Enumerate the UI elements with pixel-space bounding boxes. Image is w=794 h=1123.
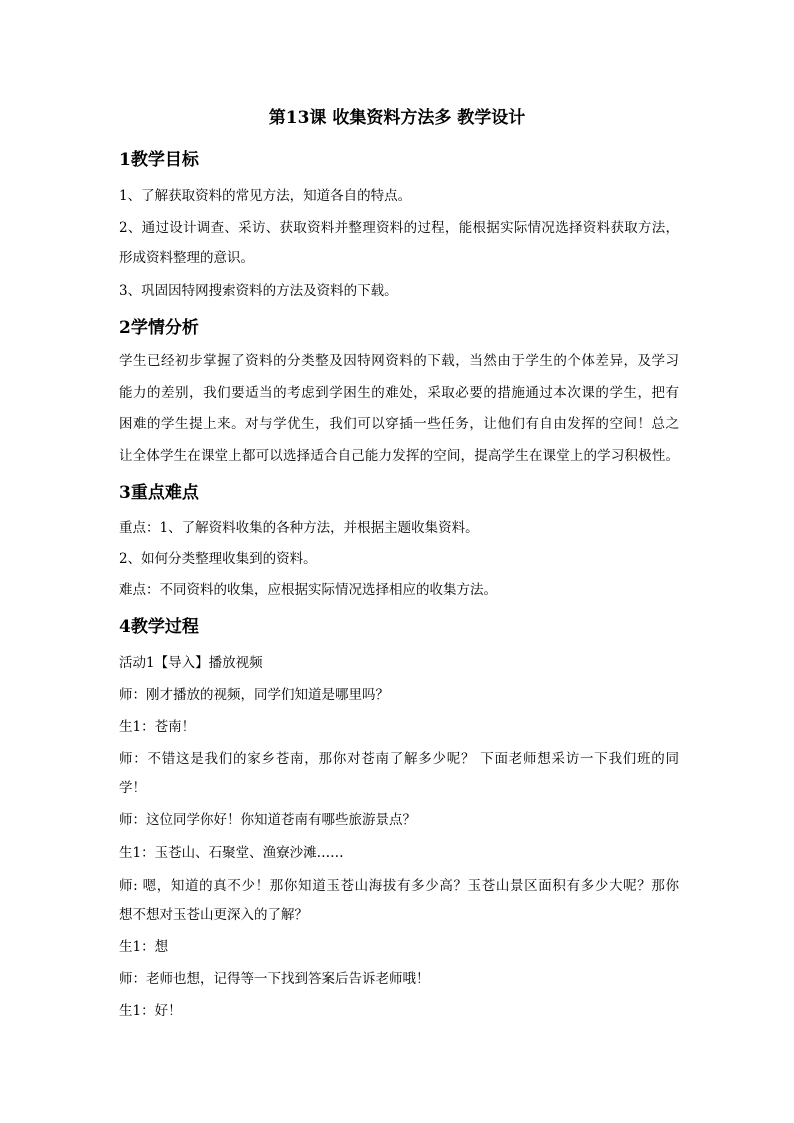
section-heading-objectives: 1教学目标 (119, 150, 199, 170)
paragraph-line: 难点：不同资料的收集，应根据实际情况选择相应的收集方法。 (119, 582, 497, 598)
paragraph-line: 师：老师也想，记得等一下找到答案后告诉老师哦！ (119, 971, 430, 987)
paragraph-line: 能力的差别，我们要适当的考虑到学困生的难处，采取必要的措施通过本次课的学生，把有 (119, 385, 679, 401)
paragraph-line: 困难的学生提上来。对与学优生，我们可以穿插一些任务，让他们有自由发挥的空间！总之 (119, 416, 679, 432)
paragraph-line: 想不想对玉苍山更深入的了解？ (119, 907, 308, 923)
section-heading-analysis: 2学情分析 (119, 318, 199, 338)
section-heading-process: 4教学过程 (119, 617, 199, 637)
paragraph-line: 生1：玉苍山、石聚堂、渔寮沙滩…… (119, 845, 344, 861)
paragraph-line: 学生已经初步掌握了资料的分类整及因特网资料的下载，当然由于学生的个体差异，及学习 (119, 353, 679, 369)
paragraph-line: 形成资料整理的意识。 (119, 250, 254, 266)
paragraph-line: 师：不错这是我们的家乡苍南，那你对苍南了解多少呢？ 下面老师想采访一下我们班的同 (119, 751, 679, 767)
paragraph-line: 生1：好！ (119, 1003, 182, 1019)
paragraph-line: 2、通过设计调查、采访、获取资料并整理资料的过程，能根据实际情况选择资料获取方法， (119, 220, 679, 236)
paragraph-line: 师：这位同学你好！你知道苍南有哪些旅游景点？ (119, 812, 416, 828)
paragraph-line: 3、巩固因特网搜索资料的方法及资料的下载。 (119, 283, 398, 299)
paragraph-line: 让全体学生在课堂上都可以选择适合自己能力发挥的空间，提高学生在课堂上的学习积极性。 (119, 448, 679, 464)
paragraph-line: 师：刚才播放的视频，同学们知道是哪里吗？ (119, 687, 389, 703)
paragraph-line: 学！ (119, 780, 146, 796)
paragraph-line: 1、了解获取资料的常见方法，知道各自的特点。 (119, 188, 412, 204)
section-heading-key-points: 3重点难点 (119, 483, 199, 503)
paragraph-line: 重点：1、了解资料收集的各种方法，并根据主题收集资料。 (119, 520, 479, 536)
document-title: 第13课 收集资料方法多 教学设计 (268, 108, 526, 128)
paragraph-line: 2、如何分类整理收集到的资料。 (119, 551, 317, 567)
paragraph-line: 生1：苍南！ (119, 719, 196, 735)
paragraph-line: 活动1【导入】播放视频 (119, 655, 263, 671)
paragraph-line: 师: 嗯，知道的真不少！那你知道玉苍山海拔有多少高？玉苍山景区面积有多少大呢？那你 (119, 878, 679, 894)
paragraph-line: 生1：想 (119, 939, 169, 955)
